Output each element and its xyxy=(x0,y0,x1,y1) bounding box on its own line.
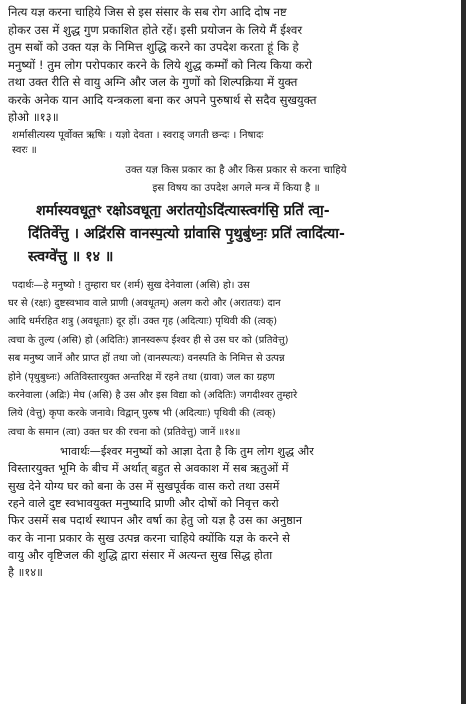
intro-line: इस विषय का उपदेश अगले मन्त्र में किया है ॥ xyxy=(152,182,320,194)
bhavartha-line: फिर उसमें सब पदार्थ स्थापन और वर्षा का हेतु जो यज्ञ है उस का अनुष्ठान xyxy=(8,514,302,528)
text-line: होकर उस में शुद्ध गुण प्रकाशित होते रहें। इसी प्रयोजन के लिये मैं ईश्वर xyxy=(8,22,303,37)
padartha-line: आदि धर्मरहित शत्रु (अवधूताः) दूर हों। उक्त गृह (अदित्याः) पृथिवी की (त्वक्) xyxy=(8,316,278,328)
bhavartha-line: भावार्थः—ईश्वर मनुष्यों को आज्ञा देता है कि तुम लोग शुद्ध और xyxy=(60,445,314,459)
text-line: तुम सबों को उक्त यज्ञ के निमित्त शुद्धि करने का उपदेश करता हूं कि हे xyxy=(8,40,299,54)
bhavartha-line: सुख देने योग्य घर को बना के उस में सुखपूर्वक वास करो तथा उसमें xyxy=(8,479,280,493)
text-line: नित्य यज्ञ करना चाहिये जिस से इस संसार के सब रोग आदि दोष नष्ट xyxy=(8,5,287,19)
bhavartha-line: वायु और वृष्टिजल की शुद्धि द्वारा संसार में अत्यन्त सुख सिद्ध होता xyxy=(8,548,273,562)
top-paragraph xyxy=(8,4,458,127)
intro-text xyxy=(8,162,458,198)
padartha-line: त्वचा के समान (त्वा) उक्त घर की रचना को (प्रतिवेत्तु) जानें ॥१४॥ xyxy=(8,426,241,438)
text-line: मनुष्यों ! तुम लोग परोपकार करने के लिये शुद्ध कर्म्मों को नित्य किया करो xyxy=(8,57,313,72)
padartha-line: लिये (वेत्तु) कृपा करके जनावे। विद्वान् पुरुष भी (अदित्याः) पृथिवी की (त्वक्) xyxy=(8,408,276,420)
bhavartha-section xyxy=(8,443,458,581)
text-line: करके अनेक यान आदि यन्त्रकला बना कर अपने पुरुषार्थ से सदैव सुखयुक्त xyxy=(8,92,317,107)
bhavartha-line: विस्तारयुक्त भूमि के बीच में अर्थात् बहुत से अवकाश में सब ऋतुओं में xyxy=(8,462,289,476)
text-line: तथा उक्त रीति से वायु अग्नि और जल के गुणों को शिल्पक्रिया में युक्त xyxy=(8,75,298,89)
padartha-line: होने (पृथुबुध्नः) अतिविस्तारयुक्त अन्तरिक्ष में रहने तथा (ग्रावा) जल का ग्रहण xyxy=(8,371,275,383)
bhavartha-line: रहने वाले दुष्ट स्वभावयुक्त मनुष्यादि प्राणी और दोषों को निवृत्त करो xyxy=(8,497,279,511)
padartha-line: पदार्थः—हे मनुष्यो ! तुम्हारा घर (शर्म) सुख देनेवाला (असि) हो। उस xyxy=(12,279,250,291)
mantra-verse xyxy=(8,200,458,269)
mantra-line: शर्मास्यवधूत॒ꣳ रक्षोऽवधूता॒ अरा॑तयो॒ऽदि॑त्यास्त्वग॑सि॒ प्रति॑ त्वा॒- xyxy=(36,202,330,219)
mantra-meta xyxy=(8,128,458,158)
padartha-line: सब मनुष्य जानें और प्राप्त हों तथा जो (वानस्पत्यः) वनस्पति के निमित्त से उत्पन्न xyxy=(8,353,285,365)
bhavartha-line: कर के नाना प्रकार के सुख उत्पन्न करना चाहिये क्योंकि यज्ञ के करने से xyxy=(8,531,290,545)
padartha-line: करनेवाला (अद्रिः) मेघ (असि) है उस और इस विद्या को (अदितिः) जगदीश्वर तुम्हारे xyxy=(8,389,298,401)
intro-line: उक्त यज्ञ किस प्रकार का है और किस प्रकार से करना चाहिये xyxy=(125,164,347,176)
padartha-line: घर से (रक्षः) दुष्टस्वभाव वाले प्राणी (अवधूतम्) अलग करो और (अरातयः) दान xyxy=(8,297,281,309)
mantra-line: दि॑तिर्वे॑त्तु । अद्रि॑रसि वानस्प॒त्यो ग्रा॑वासि पृ॒थुबु॑ध्नः॒ प्रति॑ त्वादि॑त्या- xyxy=(28,225,345,242)
padartha-section xyxy=(8,277,458,443)
mantra-line: स्त्वग्वे॑त्तु ॥ १४ ॥ xyxy=(28,248,114,265)
bhavartha-line: है ॥१४॥ xyxy=(8,566,43,580)
meta-line: स्वरः ॥ xyxy=(12,144,37,156)
padartha-line: त्वचा के तुल्य (असि) हो (अदितिः) ज्ञानस्वरूप ईश्वर ही से उस घर को (प्रतिवेत्तु) xyxy=(8,334,289,346)
meta-line: शर्मासीत्यस्य पूर्वोक्त ऋषिः । यज्ञो देवता । स्वराड् जगती छन्दः । निषादः xyxy=(12,129,264,141)
text-line: होओ ॥१३॥ xyxy=(8,110,59,124)
